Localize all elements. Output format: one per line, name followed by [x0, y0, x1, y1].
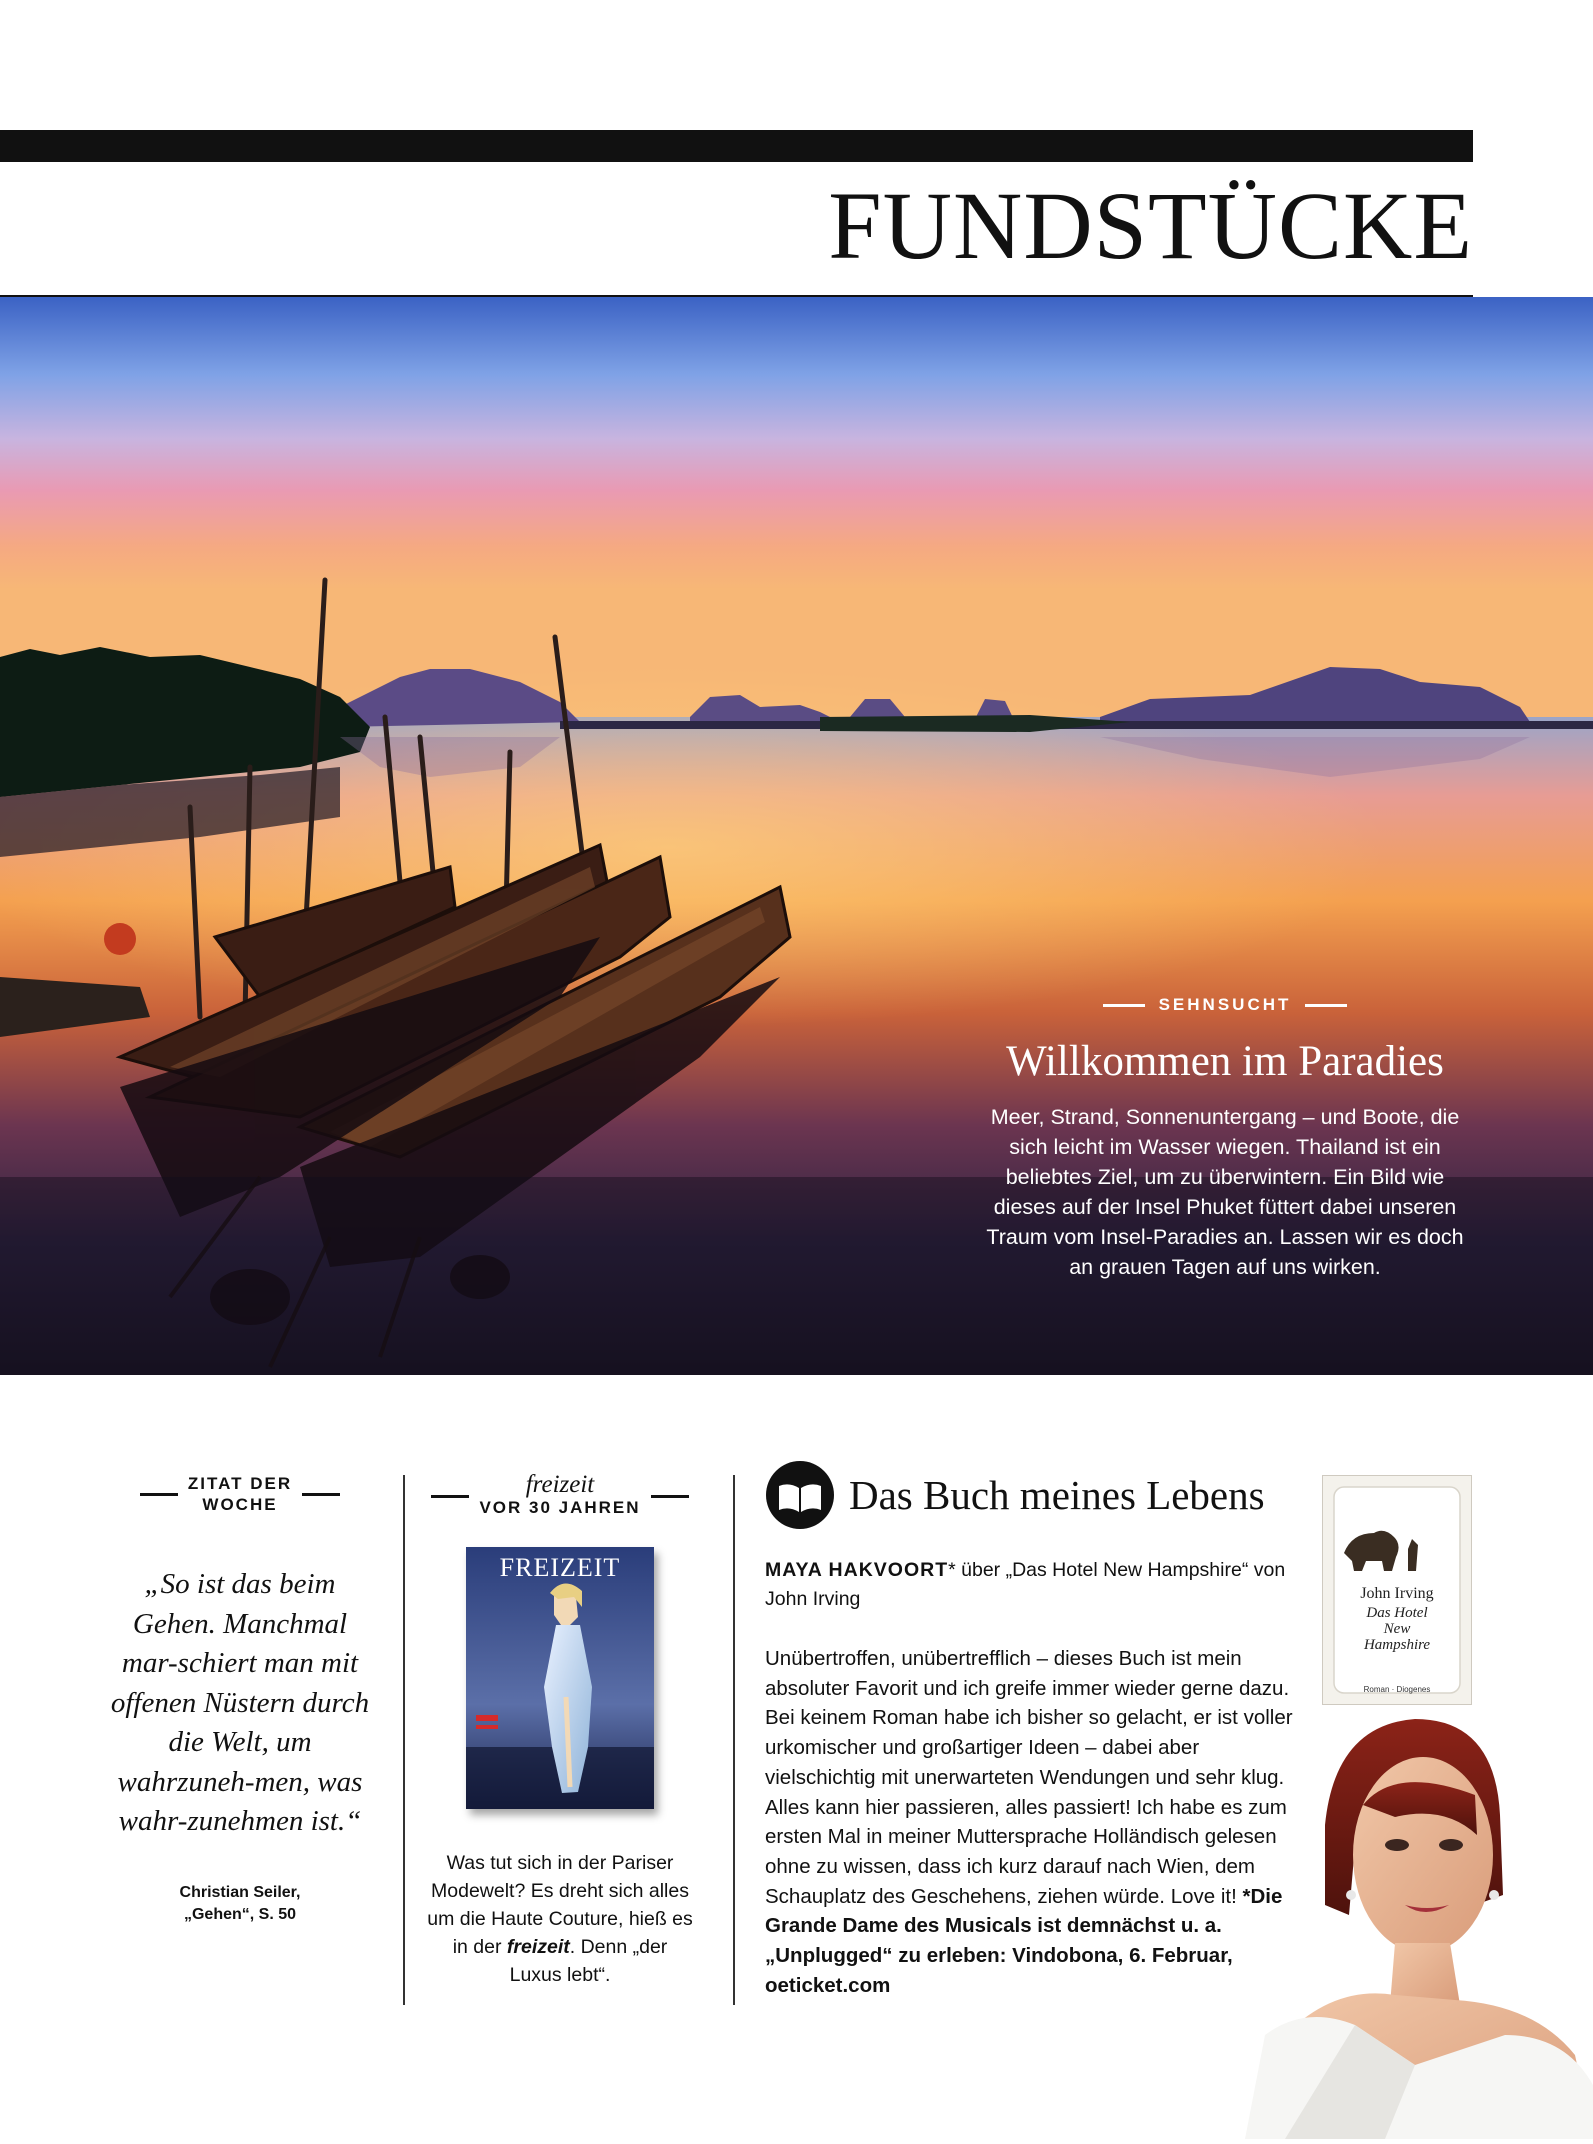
- book-review-body: [765, 1644, 1310, 2000]
- book-cover-title-line2: New: [1383, 1621, 1411, 1637]
- header-bar: [0, 130, 1473, 162]
- magazine-cover-image: [466, 1547, 654, 1809]
- section-title: FUNDSTÜCKE: [828, 172, 1473, 279]
- hero-photo: [0, 297, 1593, 1375]
- cover-masthead: FREIZEIT: [499, 1553, 621, 1582]
- book-cover-title-line1: Das Hotel: [1366, 1605, 1428, 1621]
- book-intro: [765, 1556, 1305, 1614]
- kicker-dash-right: [1305, 1004, 1347, 1007]
- book-intro-text: * über „Das Hotel New Hampshire“ von John Irving: [765, 1559, 1286, 1610]
- book-cover-title-line3: Hampshire: [1363, 1637, 1431, 1653]
- archive-text-brand: freizeit: [506, 1936, 570, 1958]
- quote-source-author: Christian Seiler,: [179, 1883, 301, 1901]
- hero-body: Meer, Strand, Sonnenuntergang – und Boote, die sich leicht im Wasser wiegen. Thailand ist ein beliebtes Ziel, um zu überwintern. Ein Bild wie dieses auf der Insel Phuket füttert dabei unseren Traum vom Insel-Paradies an. Lassen wir es doch an grauen Tagen auf uns wirken.: [986, 1105, 1464, 1279]
- book-reviewer-name: MAYA HAKVOORT: [765, 1559, 949, 1581]
- book-cover-image: [1322, 1475, 1472, 1705]
- kicker-dash-left: [1103, 1004, 1145, 1007]
- book-footnote: *Die Grande Dame des Musicals ist demnächst u. a. „Unplugged“ zu erleben: Vindobona, 6. Februar, oeticket.com: [765, 1884, 1283, 1997]
- archive-text: [425, 1849, 695, 1989]
- archive-label-row: [425, 1473, 695, 1519]
- label-dash-left: [140, 1493, 178, 1496]
- archive-text-part1: Was tut sich in der Pariser Modewelt? Es dreht sich alles um die Haute Couture, hieß es in der: [427, 1852, 693, 1958]
- book-cover-title: [1322, 1605, 1472, 1653]
- kicker-row: [975, 995, 1475, 1015]
- hero-text-block: [975, 995, 1475, 1282]
- quote-label-row: [110, 1473, 370, 1515]
- quote-label: [188, 1473, 292, 1515]
- book-review-text: Unübertroffen, unübertrefflich – dieses Buch ist mein absoluter Favorit und ich greife immer wieder gerne dazu. Bei keinem Roman habe ich bisher so gelacht, er ist voller urkomischer und großartiger Ideen – dabei aber vielschichtig mit unerwarteten Wendungen und sehr klug. Alles kann hier passieren, alles passiert! Ich habe es zum ersten Mal in meiner Muttersprache Holländisch gelesen ohne zu wissen, dass ich kurz darauf nach Wien, dem Schauplatz des Geschehens, ziehen würde. Love it!: [765, 1647, 1293, 1908]
- open-book-icon: [765, 1460, 835, 1530]
- archive-brand: freizeit: [525, 1471, 595, 1498]
- label-dash-right: [651, 1495, 689, 1498]
- quote-label-line1: ZITAT DER: [187, 1474, 293, 1493]
- author-portrait-image: [1245, 1705, 1593, 2139]
- quote-column: [110, 1473, 370, 1926]
- archive-subtitle: VOR 30 JAHREN: [479, 1498, 641, 1517]
- hero-kicker: SEHNSUCHT: [1158, 995, 1292, 1014]
- label-dash-right: [302, 1493, 340, 1496]
- quote-text: „So ist das beim Gehen. Manchmal mar-schiert man mit offenen Nüstern durch die Welt, um wahrzuneh-men, was wahr-zunehmen ist.“: [110, 1568, 370, 1837]
- book-cover-publisher: Roman · Diogenes: [1363, 1685, 1431, 1694]
- archive-text-part2: . Denn „der Luxus lebt“.: [509, 1936, 668, 1986]
- book-section-title: Das Buch meines Lebens: [849, 1472, 1265, 1518]
- book-section-header: [765, 1460, 1325, 1530]
- column-divider-1: [403, 1475, 405, 2005]
- archive-label: [479, 1473, 640, 1519]
- book-cover-author: John Irving: [1360, 1585, 1434, 1602]
- book-column: [765, 1460, 1325, 2000]
- quote-source: [110, 1882, 370, 1926]
- column-divider-2: [733, 1475, 735, 2005]
- label-dash-left: [431, 1495, 469, 1498]
- archive-column: [425, 1473, 695, 1989]
- quote-source-book: „Gehen“, S. 50: [183, 1905, 297, 1923]
- quote-label-line2: WOCHE: [202, 1495, 278, 1514]
- hero-headline: Willkommen im Paradies: [1006, 1038, 1444, 1085]
